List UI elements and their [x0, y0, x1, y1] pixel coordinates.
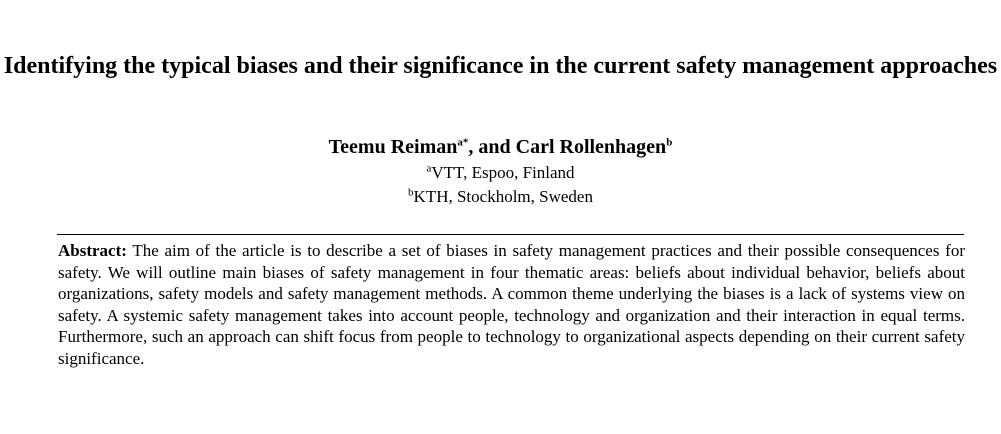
abstract-label: Abstract:	[58, 241, 127, 260]
affiliation-text: KTH, Stockholm, Sweden	[413, 187, 593, 206]
abstract-paragraph	[58, 240, 965, 370]
affiliation	[0, 187, 1001, 207]
abstract-text: The aim of the article is to describe a set of biases in safety management practices and their possible consequences for safety. We will outline main biases of safety management in four thematic areas: beliefs about individual behavior, beliefs about organizations, safety models and safety management methods. A common theme underlying the biases is a lack of systems view on safety. A systemic safety management takes into account people, technology and organization and their interaction in equal terms. Furthermore, such an approach can shift focus from people to technology to organizational aspects depending on their current safety significance.	[58, 241, 965, 368]
author-line	[0, 135, 1001, 159]
author-name: Teemu Reiman	[328, 136, 458, 158]
affiliation	[0, 163, 1001, 183]
author-separator: , and	[468, 136, 516, 158]
affiliation-text: VTT, Espoo, Finland	[431, 163, 575, 182]
paper-title: Identifying the typical biases and their significance in the current safety management approaches	[3, 53, 998, 80]
author-affiliation-marker: a*	[457, 136, 469, 149]
author-affiliation-marker: b	[666, 136, 673, 149]
affiliation-marker: b	[408, 186, 414, 199]
section-divider	[57, 234, 964, 235]
affiliation-marker: a	[426, 162, 432, 175]
author-name: Carl Rollenhagen	[515, 136, 667, 158]
